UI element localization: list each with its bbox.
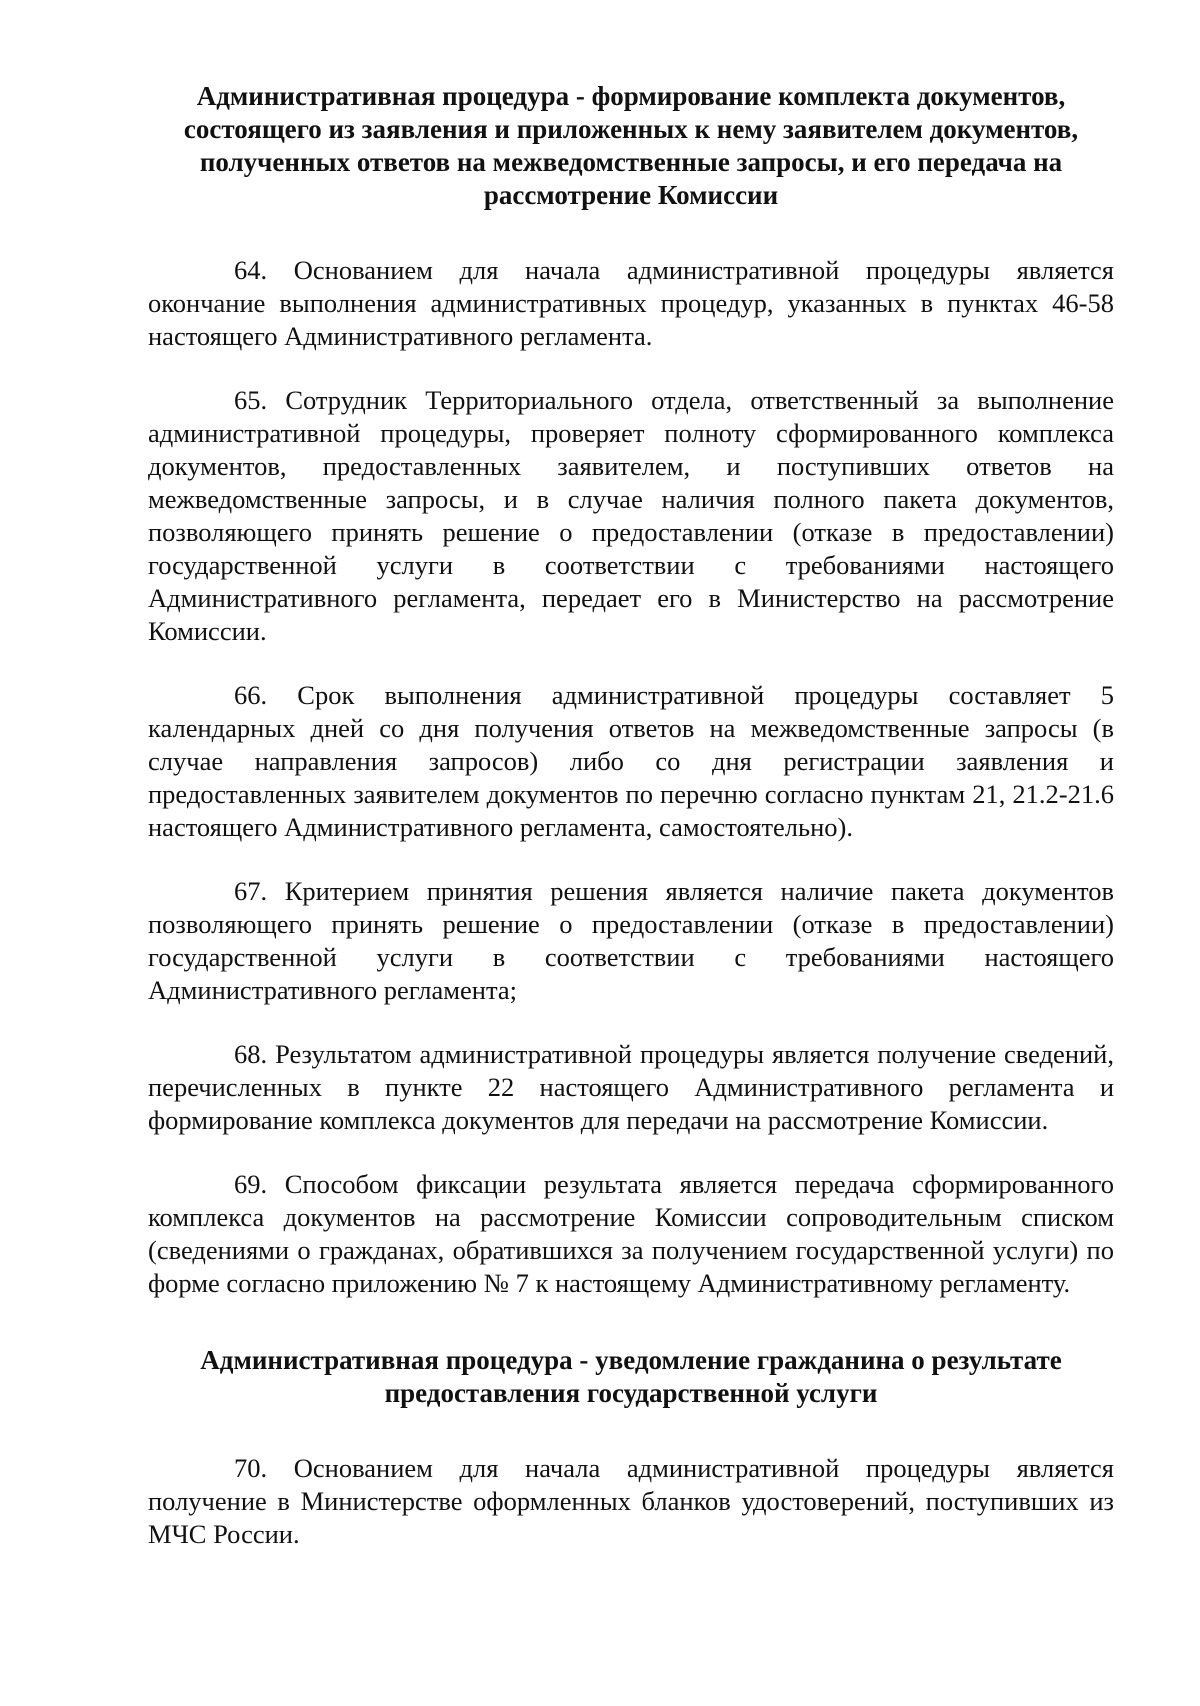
document-body [148, 80, 1114, 1551]
paragraph-69: 69. Способом фиксации результата является передача сформированного комплекса документов на рассмотрение Комиссии сопроводительным списком (сведениями о гражданах, обратившихся за получением государственной услуги) по форме согласно приложению № 7 к настоящему Административному регламенту. [148, 1169, 1114, 1298]
paragraph-70: 70. Основанием для начала административной процедуры является получение в Министерстве оформленных бланков удостоверений, поступивших из МЧС России. [148, 1453, 1114, 1549]
paragraph-67: 67. Критерием принятия решения является наличие пакета документов позволяющего принять решение о предоставлении (отказе в предоставлении) государственной услуги в соответствии с требованиями настоящего Административного регламента; [148, 876, 1114, 1005]
paragraph-64: 64. Основанием для начала административной процедуры является окончание выполнения административных процедур, указанных в пунктах 46-58 настоящего Административного регламента. [148, 255, 1114, 351]
paragraph-65: 65. Сотрудник Территориального отдела, ответственный за выполнение административной процедуры, проверяет полноту сформированного комплекса документов, предоставленных заявителем, и поступивших ответов на межведомственные запросы, и в случае наличия полного пакета документов, позволяющего принять решение о предоставлении (отказе в предоставлении) государственной услуги в соответствии с требованиями настоящего Административного регламента, передает его в Министерство на рассмотрение Комиссии. [148, 385, 1114, 646]
paragraph-68: 68. Результатом административной процедуры является получение сведений, перечисленных в пункте 22 настоящего Административного регламента и формирование комплекса документов для передачи на рассмотрение Комиссии. [148, 1039, 1114, 1135]
section-heading-notification: Административная процедура - уведомление гражданина о результате предоставления государственной услуги [200, 1345, 1062, 1408]
section-heading-formation: Административная процедура - формирование комплекта документов, состоящего из заявления и приложенных к нему заявителем документов, полученных ответов на межведомственные запросы, и его передача на рассмотрение Комиссии [183, 81, 1079, 210]
paragraph-66: 66. Срок выполнения административной процедуры составляет 5 календарных дней со дня получения ответов на межведомственные запросы (в случае направления запросов) либо со дня регистрации заявления и предоставленных заявителем документов по перечню согласно пунктам 21, 21.2-21.6 настоящего Административного регламента, самостоятельно). [148, 680, 1114, 842]
